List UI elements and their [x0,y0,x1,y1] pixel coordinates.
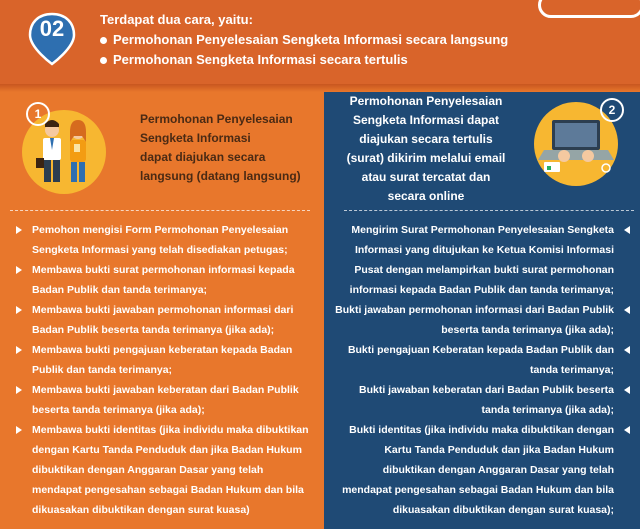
triangle-bullet-icon [16,426,22,434]
list-item: Membawa bukti jawaban keberatan dari Badan Publik beserta tanda terimanya (jika ada); [14,380,314,420]
triangle-bullet-icon [624,226,630,234]
triangle-bullet-icon [624,426,630,434]
step-badge-2: 2 [600,98,624,122]
corner-decoration [538,0,640,18]
triangle-bullet-icon [16,266,22,274]
header-option: Permohonan Penyelesaian Sengketa Informasi secara langsung [100,30,508,50]
list-item: Membawa bukti surat permohonan informasi kepada Badan Publik dan tanda terimanya; [14,260,314,300]
list-item: Membawa bukti identitas (jika individu maka dibuktikan dengan Kartu Tanda Penduduk dan jika Badan Hukum dibuktikan dengan Anggaran Dasar yang telah mendapat pengesahan sebagai Badan Hukum dan bila dikuasakan dibuktikan dengan surat kuasa) [14,420,314,520]
bullet-icon [100,57,107,64]
triangle-bullet-icon [16,306,22,314]
step-badge-1: 1 [26,102,50,126]
right-separator [344,210,634,212]
bullet-icon [100,37,107,44]
list-item: Pemohon mengisi Form Permohonan Penyelesaian Sengketa Informasi yang telah disediakan petugas; [14,220,314,260]
list-item: Bukti jawaban permohonan informasi dari Badan Publik beserta tanda terimanya (jika ada); [332,300,632,340]
list-item: Membawa bukti jawaban permohonan informasi dari Badan Publik beserta tanda terimanya (jika ada); [14,300,314,340]
header-divider [0,84,640,92]
list-item: Mengirim Surat Permohonan Penyelesaian Sengketa Informasi yang ditujukan ke Ketua Komisi Informasi Pusat dengan melampirkan bukti surat permohonan informasi kepada Badan Publik dan tanda terimanya; [332,220,632,300]
left-list [14,220,314,520]
left-intro: Permohonan Penyelesaian Sengketa Informasi dapat diajukan secara langsung (datang langsung) [140,112,301,183]
list-item: Bukti jawaban keberatan dari Badan Publik beserta tanda terimanya (jika ada); [332,380,632,420]
right-list [332,220,632,520]
triangle-bullet-icon [624,346,630,354]
header-intro: Terdapat dua cara, yaitu: [100,12,253,27]
left-separator [10,210,310,212]
header-text [100,10,508,70]
list-item: Membawa bukti pengajuan keberatan kepada Badan Publik dan tanda terimanya; [14,340,314,380]
left-panel-direct [0,92,324,529]
triangle-bullet-icon [624,306,630,314]
triangle-bullet-icon [16,386,22,394]
header-option: Permohonan Sengketa Informasi secara tertulis [100,50,508,70]
triangle-bullet-icon [16,226,22,234]
triangle-bullet-icon [624,386,630,394]
header-banner [0,0,640,84]
list-item: Bukti identitas (jika individu maka dibuktikan dengan Kartu Tanda Penduduk dan jika Badan Hukum dibuktikan dengan Anggaran Dasar yang telah mendapat pengesahan sebagai Badan Hukum dan bila dikuasakan dibuktikan dengan surat kuasa); [332,420,632,520]
triangle-bullet-icon [16,346,22,354]
list-item: Bukti pengajuan Keberatan kepada Badan Publik dan tanda terimanya; [332,340,632,380]
right-intro: Permohonan Penyelesaian Sengketa Informasi dapat diajukan secara tertulis (surat) dikirim melalui email atau surat tercatat dan secara online [346,94,506,203]
right-panel-written [324,92,640,529]
step-number: 02 [39,16,65,41]
